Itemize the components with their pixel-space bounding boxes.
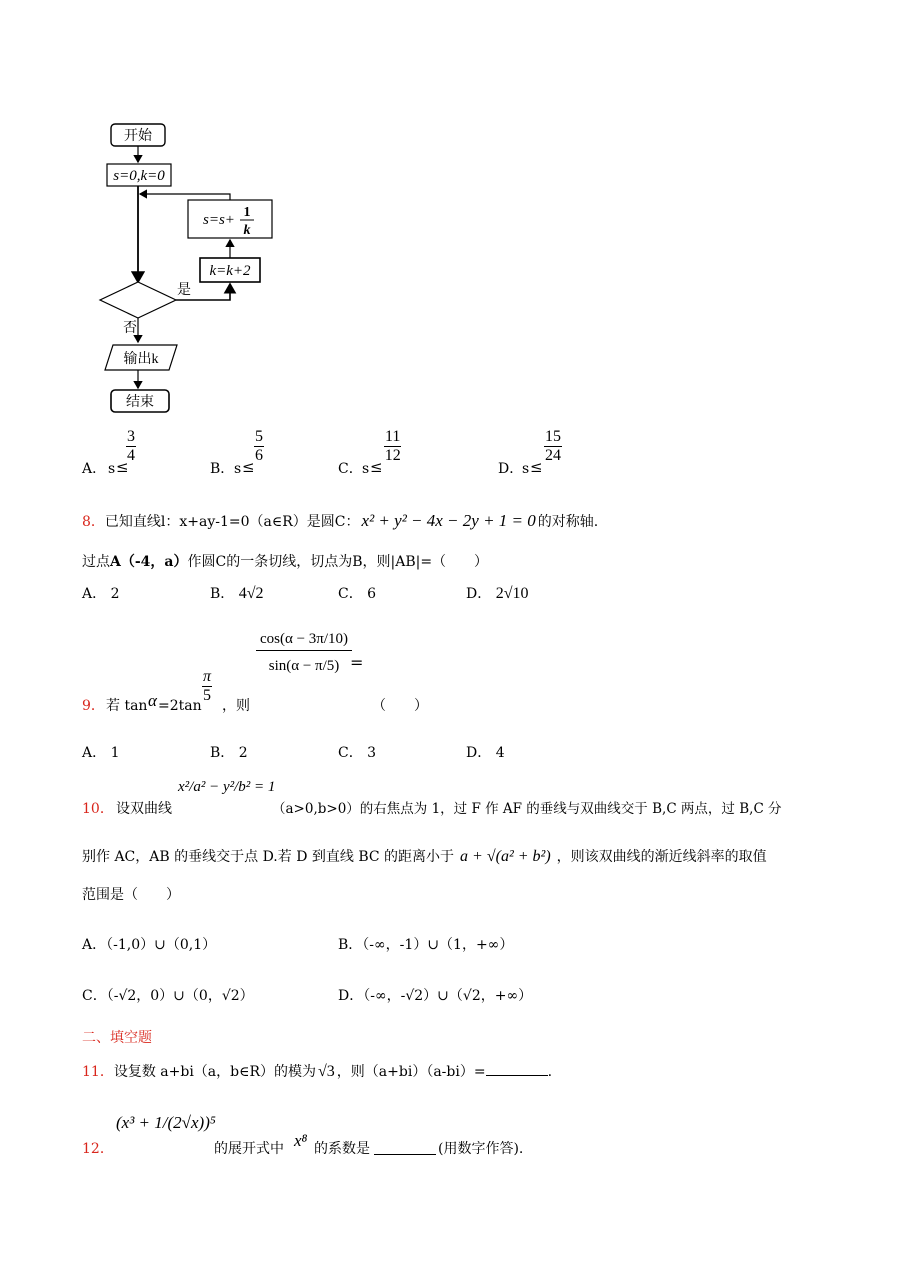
q12-answer-blank[interactable]: [374, 1142, 436, 1155]
update-s-label: s=s+: [203, 212, 235, 228]
q10-options-ab: A．（-1,0）∪（0,1） B．（-∞，-1）∪（1，+∞）: [82, 937, 514, 953]
q11-answer-blank[interactable]: [486, 1063, 548, 1076]
q10-options-cd: C．（-√2，0）∪（0，√2） D．（-∞，-√2）∪（√2，+∞）: [82, 988, 533, 1004]
flowchart: [95, 118, 295, 418]
start-label: 开始: [124, 129, 152, 144]
update-s-num: 1: [243, 205, 251, 220]
output-label: 输出k: [123, 352, 159, 367]
q10-line3: 范围是（ ）: [82, 887, 180, 903]
q9-line: 9． 若 tan α =2tan $\frac{\pi}{5}$ ，则 $\frac{\cos(\alpha - 3\pi/10)}{\sin(\alpha - \pi/5)}$ = （ ）: [82, 624, 582, 716]
no-label: 否: [123, 321, 137, 336]
end-label: 结束: [126, 395, 154, 410]
q8-line2: 过点A（-4，a）作圆C的一条切线，切点为B，则|AB|=（ ）: [82, 554, 489, 570]
yes-label: 是: [177, 283, 191, 298]
q10-line2: 别作 AC，AB 的垂线交于点 D.若 D 到直线 BC 的距离小于 a + √(a² + b²) ，则该双曲线的渐近线斜率的取值: [82, 848, 767, 865]
q9-options: A． 1 B． 2 C． 3 D． 4: [82, 745, 505, 761]
q12-line: 12． (x³ + 1/(2√x))⁵ 的展开式中 x⁸ 的系数是 (用数字作答).: [82, 1113, 524, 1157]
condition-diamond: [100, 282, 176, 318]
update-s-den: k: [243, 223, 251, 238]
q11-line: 11．设复数 a+bi（a，b∈R）的模为 √3 ，则（a+bi）（a-bi）= .: [82, 1063, 553, 1080]
q8-line1: 8．已知直线l：x+ay-1=0（a∈R）是圆C： x² + y² − 4x − 2y + 1 = 0 的对称轴.: [82, 511, 599, 530]
update-k-label: k=k+2: [209, 263, 251, 279]
section-title: 二、填空题: [82, 1030, 152, 1046]
init-label: s=0,k=0: [113, 168, 165, 184]
q8-options: A． 2 B． 4√2 C． 6 D． 2√10: [82, 585, 529, 602]
q10-line1: 10． 设双曲线 x²/a² − y²/b² = 1 （a>0,b>0）的右焦点为 1，过 F 作 AF 的垂线与双曲线交于 B,C 两点，过 B,C 分: [82, 779, 782, 817]
